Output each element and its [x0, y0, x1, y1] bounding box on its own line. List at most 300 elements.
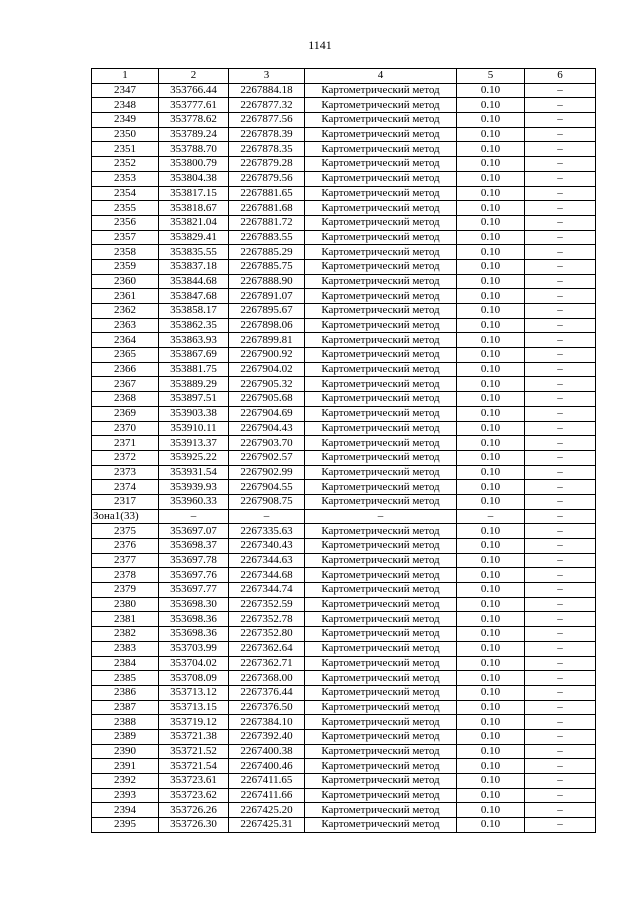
point-number-cell: 2375	[92, 524, 159, 539]
x-coordinate-cell: 353858.17	[159, 304, 229, 319]
method-cell: Картометрический метод	[305, 685, 457, 700]
accuracy-cell: 0.10	[457, 245, 525, 260]
point-number-cell: 2370	[92, 421, 159, 436]
point-number-cell: 2360	[92, 274, 159, 289]
accuracy-cell: 0.10	[457, 818, 525, 833]
method-cell: Картометрический метод	[305, 465, 457, 480]
accuracy-cell: 0.10	[457, 480, 525, 495]
note-cell: –	[525, 539, 596, 554]
y-coordinate-cell: 2267878.39	[229, 127, 305, 142]
column-header: 5	[457, 69, 525, 84]
accuracy-cell: 0.10	[457, 362, 525, 377]
point-number-cell: 2374	[92, 480, 159, 495]
y-coordinate-cell: 2267899.81	[229, 333, 305, 348]
x-coordinate-cell: 353910.11	[159, 421, 229, 436]
method-cell: Картометрический метод	[305, 612, 457, 627]
x-coordinate-cell: 353788.70	[159, 142, 229, 157]
accuracy-cell: 0.10	[457, 568, 525, 583]
y-coordinate-cell: 2267344.68	[229, 568, 305, 583]
point-number-cell: 2357	[92, 230, 159, 245]
point-number-cell: 2352	[92, 157, 159, 172]
point-number-cell: 2353	[92, 171, 159, 186]
note-cell: –	[525, 803, 596, 818]
accuracy-cell: 0.10	[457, 450, 525, 465]
accuracy-cell: 0.10	[457, 333, 525, 348]
accuracy-cell: 0.10	[457, 700, 525, 715]
y-coordinate-cell: 2267905.32	[229, 377, 305, 392]
y-coordinate-cell: 2267905.68	[229, 392, 305, 407]
x-coordinate-cell: 353829.41	[159, 230, 229, 245]
y-coordinate-cell: 2267352.59	[229, 597, 305, 612]
method-cell: Картометрический метод	[305, 627, 457, 642]
table-row	[92, 245, 596, 260]
note-cell: –	[525, 583, 596, 598]
note-cell: –	[525, 480, 596, 495]
point-number-cell: 2381	[92, 612, 159, 627]
y-coordinate-cell: 2267352.80	[229, 627, 305, 642]
accuracy-cell: 0.10	[457, 627, 525, 642]
accuracy-cell: 0.10	[457, 524, 525, 539]
note-cell: –	[525, 450, 596, 465]
x-coordinate-cell: 353723.61	[159, 774, 229, 789]
point-number-cell: 2348	[92, 98, 159, 113]
table-row	[92, 803, 596, 818]
table-row	[92, 201, 596, 216]
table-row	[92, 289, 596, 304]
x-coordinate-cell: 353698.36	[159, 612, 229, 627]
point-number-cell: 2379	[92, 583, 159, 598]
accuracy-cell: 0.10	[457, 685, 525, 700]
method-cell: Картометрический метод	[305, 553, 457, 568]
y-coordinate-cell: 2267411.65	[229, 774, 305, 789]
table-row	[92, 627, 596, 642]
accuracy-cell: 0.10	[457, 744, 525, 759]
y-coordinate-cell: 2267898.06	[229, 318, 305, 333]
table-row	[92, 818, 596, 833]
y-coordinate-cell: 2267362.64	[229, 641, 305, 656]
x-coordinate-cell: 353939.93	[159, 480, 229, 495]
accuracy-cell: 0.10	[457, 186, 525, 201]
method-cell: Картометрический метод	[305, 641, 457, 656]
accuracy-cell: 0.10	[457, 583, 525, 598]
x-coordinate-cell: 353821.04	[159, 215, 229, 230]
accuracy-cell: 0.10	[457, 98, 525, 113]
x-coordinate-cell: 353903.38	[159, 406, 229, 421]
x-coordinate-cell: 353817.15	[159, 186, 229, 201]
x-coordinate-cell: 353837.18	[159, 259, 229, 274]
point-number-cell: 2349	[92, 113, 159, 128]
x-coordinate-cell: 353726.26	[159, 803, 229, 818]
note-cell: –	[525, 289, 596, 304]
accuracy-cell: 0.10	[457, 259, 525, 274]
x-coordinate-cell: 353778.62	[159, 113, 229, 128]
y-coordinate-cell: 2267384.10	[229, 715, 305, 730]
y-coordinate-cell: 2267879.28	[229, 157, 305, 172]
accuracy-cell: 0.10	[457, 127, 525, 142]
point-number-cell: 2350	[92, 127, 159, 142]
method-cell: Картометрический метод	[305, 230, 457, 245]
page-number: 1141	[308, 38, 332, 52]
x-coordinate-cell: 353844.68	[159, 274, 229, 289]
point-number-cell: 2359	[92, 259, 159, 274]
x-coordinate-cell: 353721.54	[159, 759, 229, 774]
method-cell: Картометрический метод	[305, 715, 457, 730]
note-cell: –	[525, 406, 596, 421]
point-number-cell: 2372	[92, 450, 159, 465]
table-row	[92, 186, 596, 201]
accuracy-cell: 0.10	[457, 759, 525, 774]
table-row	[92, 671, 596, 686]
note-cell: –	[525, 656, 596, 671]
point-number-cell: 2367	[92, 377, 159, 392]
note-cell: –	[525, 362, 596, 377]
method-cell: Картометрический метод	[305, 597, 457, 612]
point-number-cell: 2363	[92, 318, 159, 333]
x-coordinate-cell: 353698.30	[159, 597, 229, 612]
x-coordinate-cell: 353721.38	[159, 729, 229, 744]
table-row	[92, 597, 596, 612]
point-number-cell: 2385	[92, 671, 159, 686]
note-cell: –	[525, 612, 596, 627]
y-coordinate-cell: 2267885.75	[229, 259, 305, 274]
x-coordinate-cell: 353697.78	[159, 553, 229, 568]
accuracy-cell: 0.10	[457, 215, 525, 230]
method-cell: Картометрический метод	[305, 186, 457, 201]
table-row	[92, 215, 596, 230]
accuracy-cell: 0.10	[457, 729, 525, 744]
y-coordinate-cell: 2267881.72	[229, 215, 305, 230]
note-cell: –	[525, 568, 596, 583]
point-number-cell: 2393	[92, 788, 159, 803]
note-cell: –	[525, 685, 596, 700]
y-coordinate-cell: 2267877.56	[229, 113, 305, 128]
x-coordinate-cell: 353698.36	[159, 627, 229, 642]
x-coordinate-cell: 353697.07	[159, 524, 229, 539]
y-coordinate-cell: 2267900.92	[229, 348, 305, 363]
table-row	[92, 377, 596, 392]
table-row	[92, 553, 596, 568]
accuracy-cell: 0.10	[457, 641, 525, 656]
table-row	[92, 509, 596, 524]
note-cell: –	[525, 333, 596, 348]
point-number-cell: 2361	[92, 289, 159, 304]
column-header: 1	[92, 69, 159, 84]
accuracy-cell: 0.10	[457, 553, 525, 568]
method-cell: Картометрический метод	[305, 215, 457, 230]
table-row	[92, 392, 596, 407]
method-cell: Картометрический метод	[305, 348, 457, 363]
accuracy-cell: 0.10	[457, 803, 525, 818]
accuracy-cell: 0.10	[457, 274, 525, 289]
method-cell: Картометрический метод	[305, 583, 457, 598]
y-coordinate-cell: 2267376.50	[229, 700, 305, 715]
y-coordinate-cell: 2267411.66	[229, 788, 305, 803]
accuracy-cell: –	[457, 509, 525, 524]
table-row	[92, 524, 596, 539]
column-header: 4	[305, 69, 457, 84]
point-number-cell: 2380	[92, 597, 159, 612]
method-cell: Картометрический метод	[305, 318, 457, 333]
table-row	[92, 406, 596, 421]
method-cell: Картометрический метод	[305, 436, 457, 451]
table-row	[92, 700, 596, 715]
x-coordinate-cell: 353867.69	[159, 348, 229, 363]
table-row	[92, 113, 596, 128]
table-row	[92, 774, 596, 789]
method-cell: Картометрический метод	[305, 333, 457, 348]
x-coordinate-cell: 353960.33	[159, 494, 229, 509]
note-cell: –	[525, 553, 596, 568]
accuracy-cell: 0.10	[457, 465, 525, 480]
method-cell: Картометрический метод	[305, 171, 457, 186]
coordinates-table	[91, 68, 596, 833]
note-cell: –	[525, 700, 596, 715]
note-cell: –	[525, 157, 596, 172]
accuracy-cell: 0.10	[457, 656, 525, 671]
x-coordinate-cell: 353777.61	[159, 98, 229, 113]
method-cell: Картометрический метод	[305, 304, 457, 319]
x-coordinate-cell: 353721.52	[159, 744, 229, 759]
note-cell: –	[525, 759, 596, 774]
note-cell: –	[525, 127, 596, 142]
note-cell: –	[525, 215, 596, 230]
accuracy-cell: 0.10	[457, 612, 525, 627]
point-number-cell: 2392	[92, 774, 159, 789]
accuracy-cell: 0.10	[457, 671, 525, 686]
point-number-cell: 2389	[92, 729, 159, 744]
y-coordinate-cell: 2267368.00	[229, 671, 305, 686]
table-row	[92, 685, 596, 700]
method-cell: Картометрический метод	[305, 524, 457, 539]
table-row	[92, 171, 596, 186]
x-coordinate-cell: 353726.30	[159, 818, 229, 833]
y-coordinate-cell: 2267904.02	[229, 362, 305, 377]
point-number-cell: 2365	[92, 348, 159, 363]
y-coordinate-cell: 2267891.07	[229, 289, 305, 304]
x-coordinate-cell: 353889.29	[159, 377, 229, 392]
table-row	[92, 788, 596, 803]
accuracy-cell: 0.10	[457, 597, 525, 612]
accuracy-cell: 0.10	[457, 318, 525, 333]
accuracy-cell: 0.10	[457, 406, 525, 421]
x-coordinate-cell: 353818.67	[159, 201, 229, 216]
x-coordinate-cell: 353804.38	[159, 171, 229, 186]
accuracy-cell: 0.10	[457, 348, 525, 363]
note-cell: –	[525, 641, 596, 656]
point-number-cell: 2378	[92, 568, 159, 583]
accuracy-cell: 0.10	[457, 421, 525, 436]
point-number-cell: 2373	[92, 465, 159, 480]
column-header: 3	[229, 69, 305, 84]
y-coordinate-cell: 2267878.35	[229, 142, 305, 157]
method-cell: Картометрический метод	[305, 568, 457, 583]
point-number-cell: 2388	[92, 715, 159, 730]
method-cell: Картометрический метод	[305, 406, 457, 421]
method-cell: Картометрический метод	[305, 289, 457, 304]
note-cell: –	[525, 715, 596, 730]
note-cell: –	[525, 494, 596, 509]
table-row	[92, 494, 596, 509]
point-number-cell: 2386	[92, 685, 159, 700]
y-coordinate-cell: 2267344.74	[229, 583, 305, 598]
x-coordinate-cell: 353719.12	[159, 715, 229, 730]
point-number-cell: 2347	[92, 83, 159, 98]
method-cell: Картометрический метод	[305, 450, 457, 465]
column-header: 6	[525, 69, 596, 84]
note-cell: –	[525, 348, 596, 363]
method-cell: Картометрический метод	[305, 392, 457, 407]
method-cell: Картометрический метод	[305, 803, 457, 818]
y-coordinate-cell: 2267335.63	[229, 524, 305, 539]
method-cell: Картометрический метод	[305, 494, 457, 509]
x-coordinate-cell: 353913.37	[159, 436, 229, 451]
point-number-cell: 2351	[92, 142, 159, 157]
y-coordinate-cell: 2267392.40	[229, 729, 305, 744]
x-coordinate-cell: 353881.75	[159, 362, 229, 377]
y-coordinate-cell: 2267883.55	[229, 230, 305, 245]
method-cell: Картометрический метод	[305, 113, 457, 128]
table-row	[92, 421, 596, 436]
accuracy-cell: 0.10	[457, 715, 525, 730]
note-cell: –	[525, 377, 596, 392]
note-cell: –	[525, 113, 596, 128]
y-coordinate-cell: 2267425.20	[229, 803, 305, 818]
accuracy-cell: 0.10	[457, 157, 525, 172]
point-number-cell: 2354	[92, 186, 159, 201]
x-coordinate-cell: 353697.76	[159, 568, 229, 583]
note-cell: –	[525, 465, 596, 480]
x-coordinate-cell: 353704.02	[159, 656, 229, 671]
table-row	[92, 744, 596, 759]
note-cell: –	[525, 729, 596, 744]
y-coordinate-cell: 2267425.31	[229, 818, 305, 833]
point-number-cell: 2384	[92, 656, 159, 671]
y-coordinate-cell: 2267908.75	[229, 494, 305, 509]
note-cell: –	[525, 421, 596, 436]
method-cell: Картометрический метод	[305, 539, 457, 554]
point-number-cell: 2377	[92, 553, 159, 568]
x-coordinate-cell: 353925.22	[159, 450, 229, 465]
table-row	[92, 142, 596, 157]
x-coordinate-cell: 353708.09	[159, 671, 229, 686]
method-cell: Картометрический метод	[305, 245, 457, 260]
note-cell: –	[525, 774, 596, 789]
accuracy-cell: 0.10	[457, 230, 525, 245]
table-body	[92, 83, 596, 832]
method-cell: Картометрический метод	[305, 759, 457, 774]
point-number-cell: 2391	[92, 759, 159, 774]
accuracy-cell: 0.10	[457, 377, 525, 392]
table-row	[92, 348, 596, 363]
accuracy-cell: 0.10	[457, 304, 525, 319]
method-cell: –	[305, 509, 457, 524]
note-cell: –	[525, 818, 596, 833]
accuracy-cell: 0.10	[457, 392, 525, 407]
x-coordinate-cell: 353835.55	[159, 245, 229, 260]
x-coordinate-cell: 353789.24	[159, 127, 229, 142]
note-cell: –	[525, 597, 596, 612]
y-coordinate-cell: 2267902.99	[229, 465, 305, 480]
point-number-cell: 2376	[92, 539, 159, 554]
method-cell: Картометрический метод	[305, 377, 457, 392]
method-cell: Картометрический метод	[305, 362, 457, 377]
y-coordinate-cell: 2267903.70	[229, 436, 305, 451]
accuracy-cell: 0.10	[457, 113, 525, 128]
y-coordinate-cell: 2267888.90	[229, 274, 305, 289]
y-coordinate-cell: 2267904.69	[229, 406, 305, 421]
accuracy-cell: 0.10	[457, 201, 525, 216]
accuracy-cell: 0.10	[457, 494, 525, 509]
point-number-cell: 2368	[92, 392, 159, 407]
table-row	[92, 127, 596, 142]
table-row	[92, 436, 596, 451]
y-coordinate-cell: 2267885.29	[229, 245, 305, 260]
table-row	[92, 656, 596, 671]
method-cell: Картометрический метод	[305, 729, 457, 744]
x-coordinate-cell: 353698.37	[159, 539, 229, 554]
table-row	[92, 230, 596, 245]
note-cell: –	[525, 627, 596, 642]
accuracy-cell: 0.10	[457, 774, 525, 789]
y-coordinate-cell: 2267400.38	[229, 744, 305, 759]
method-cell: Картометрический метод	[305, 83, 457, 98]
y-coordinate-cell: 2267881.68	[229, 201, 305, 216]
table-row	[92, 362, 596, 377]
point-number-cell: 2387	[92, 700, 159, 715]
method-cell: Картометрический метод	[305, 142, 457, 157]
note-cell: –	[525, 98, 596, 113]
method-cell: Картометрический метод	[305, 744, 457, 759]
x-coordinate-cell: 353723.62	[159, 788, 229, 803]
y-coordinate-cell: 2267904.43	[229, 421, 305, 436]
accuracy-cell: 0.10	[457, 289, 525, 304]
method-cell: Картометрический метод	[305, 480, 457, 495]
x-coordinate-cell: 353847.68	[159, 289, 229, 304]
accuracy-cell: 0.10	[457, 142, 525, 157]
y-coordinate-cell: 2267895.67	[229, 304, 305, 319]
method-cell: Картометрический метод	[305, 656, 457, 671]
point-number-cell: 2355	[92, 201, 159, 216]
table-row	[92, 568, 596, 583]
note-cell: –	[525, 318, 596, 333]
point-number-cell: 2390	[92, 744, 159, 759]
y-coordinate-cell: 2267344.63	[229, 553, 305, 568]
table-row	[92, 318, 596, 333]
note-cell: –	[525, 671, 596, 686]
method-cell: Картометрический метод	[305, 671, 457, 686]
y-coordinate-cell: 2267884.18	[229, 83, 305, 98]
accuracy-cell: 0.10	[457, 436, 525, 451]
method-cell: Картометрический метод	[305, 818, 457, 833]
table-row	[92, 539, 596, 554]
table-row	[92, 729, 596, 744]
method-cell: Картометрический метод	[305, 127, 457, 142]
table-row	[92, 98, 596, 113]
note-cell: –	[525, 524, 596, 539]
point-number-cell: 2364	[92, 333, 159, 348]
point-number-cell: 2394	[92, 803, 159, 818]
note-cell: –	[525, 230, 596, 245]
table-row	[92, 465, 596, 480]
x-coordinate-cell: 353862.35	[159, 318, 229, 333]
method-cell: Картометрический метод	[305, 788, 457, 803]
method-cell: Картометрический метод	[305, 700, 457, 715]
point-number-cell: 2366	[92, 362, 159, 377]
method-cell: Картометрический метод	[305, 774, 457, 789]
point-number-cell: Зона1(33)	[92, 509, 159, 524]
point-number-cell: 2317	[92, 494, 159, 509]
method-cell: Картометрический метод	[305, 274, 457, 289]
